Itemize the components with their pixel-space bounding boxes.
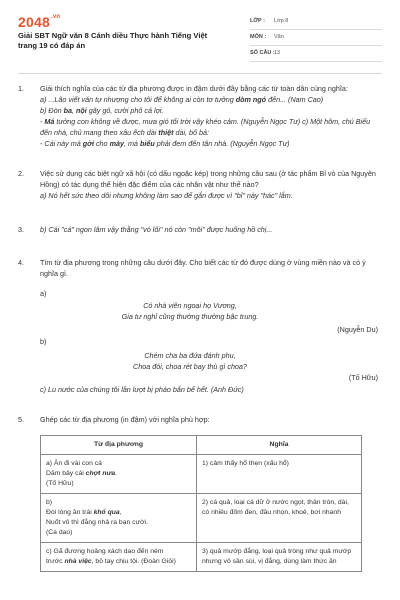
table-row xyxy=(41,455,362,494)
table-cell-term: a) Ăn đi vài con cá Dăm bảy cái chợt nưa. (Tố Hữu) xyxy=(41,455,197,494)
table-header-row xyxy=(41,436,362,455)
matching-table xyxy=(40,435,362,572)
document-page: $2048^{.vn}$ Giải SBT Ngữ văn 8 Cánh diều Thực hành Tiếng Việt trang 19 có đáp án LỚP : Lớp 8 MÔN : Văn SỐ CÂU : 13 1. Giải thích nghĩa của các từ địa phương được in đậm dưới đây bằng các từ toàn dân cùng nghĩa: a) ...Lão viết văn tự nhượng cho tôi để không ai còn tơ tưởng dòm ngó đến... (Nam Cao) b) Đòn ba, nội gãy gỏ, cười phô cả lợi. - Má tưởng con không về được, mưa gió tối trời vậy khéo cảm. (Nguyễn Ngọc Tư) c) Một hôm, chú Biểu đến nhà, chủ mang theo xâu ếch dài thiệt dài, bố bả: - Cái này má gởi cho mày, má biểu phải đem đến tận nhà. (Nguyễn Ngọc Tư) 2. Việc sử dụng các biệt ngữ xã hội (có dấu ngoặc kép) trong những câu sau (ở tác phẩm Bỉ vỏ của Nguyên Hồng) có tác dụng thể hiện đặc điểm của các nhân vật như thế nào? a) Nó hết sức theo dõi nhưng không làm sao để gắn được vì "bỉ" này "hác" lắm. 3. b) Cái "cá" ngon lăm vậy thằng "vó lôi" nó còn "mõi" được huống hồ chị... 4. Tìm từ địa phương trong những câu dưới đây. Cho biết các từ đó được dùng ở vùng miền nào và có ý nghĩa gì. a) Có nhà viên ngoại họ Vương, Gia tư nghỉ cũng thường thường bậc trung. (Nguyễn Du) b) Chém cha ba đứa đánh phu, Choa đói, choa rét bay thù gì choa? (Tố Hữu) c) Lu nước của chúng tôi lần lượt bị pháo bắn bể hết. (Anh Đức) 5. Ghép các từ địa phương (in đậm) với nghĩa phù hợp: Từ địa phương Nghĩa a) Ăn đi vài con cá Dăm bảy cái chợt nưa. (Tố Hữu) 1) cảm thấy hổ thẹn (xấu hổ) b) Đói lòng ăn trái khổ qua, Nuốt vô thì đắng nhả ra bạn cười. (Ca dao) 2) cá quả, loại cá dữ ở nước ngọt, thân tròn, dài, có nhiều đốm đen, đầu nhọn, khoẻ, bơi nhanh c) Gã đương hoảng xách dao đến ném trước nhà việc, bỏ tay chịu tội. (Đoàn Giỏi) 3) quả mướp đắng, loại quả tròng như quả mướp nhưng vỏ sần sùi, vị đắng, dùng làm thức ăn xyxy=(0,0,400,600)
site-logo[interactable]: $2048^{.vn}$ xyxy=(18,14,61,30)
q4-part-c: c) Lu nước của chúng tôi lần lượt bị pháo bắn bể hết. (Anh Đức) xyxy=(40,385,244,394)
q4-part-a: a) xyxy=(40,289,47,298)
column-header-term: Từ địa phương xyxy=(41,436,197,455)
meta-row-count: SỐ CÂU : 13 xyxy=(250,46,382,62)
table-cell-meaning: 2) cá quả, loại cá dữ ở nước ngọt, thân tròn, dài, có nhiều đốm đen, đầu nhọn, khoẻ, bơi nhanh xyxy=(197,494,362,543)
table-row xyxy=(41,543,362,572)
meta-row-class: LỚP : Lớp 8 xyxy=(250,14,382,30)
divider xyxy=(18,73,382,74)
q4-source-b: (Tố Hữu) xyxy=(348,373,378,382)
q4-poem-a: Có nhà viên ngoại họ Vương, Gia tư nghỉ cũng thường thường bậc trung. xyxy=(121,301,259,321)
meta-info xyxy=(250,14,382,62)
header xyxy=(18,14,382,62)
table-row xyxy=(41,494,362,543)
q4-part-b: b) xyxy=(40,337,47,346)
table-cell-meaning: 1) cảm thấy hổ thẹn (xấu hổ) xyxy=(197,455,362,494)
q4-poem-b: Chém cha ba đứa đánh phu, Choa đói, choa rét bay thù gì choa? xyxy=(133,351,247,371)
table-cell-term: b) Đói lòng ăn trái khổ qua, Nuốt vô thì đắng nhả ra bạn cười. (Ca dao) xyxy=(41,494,197,543)
column-header-meaning: Nghĩa xyxy=(197,436,362,455)
page-title: Giải SBT Ngữ văn 8 Cánh diều Thực hành Tiếng Việt trang 19 có đáp án xyxy=(18,31,208,50)
meta-row-subject: MÔN : Văn xyxy=(250,30,382,46)
q4-source-a: (Nguyễn Du) xyxy=(337,325,378,334)
table-cell-meaning: 3) quả mướp đắng, loại quả tròng như quả mướp nhưng vỏ sần sùi, vị đắng, dùng làm thức ăn xyxy=(197,543,362,572)
table-cell-term: c) Gã đương hoảng xách dao đến ném trước nhà việc, bỏ tay chịu tội. (Đoàn Giỏi) xyxy=(41,543,197,572)
